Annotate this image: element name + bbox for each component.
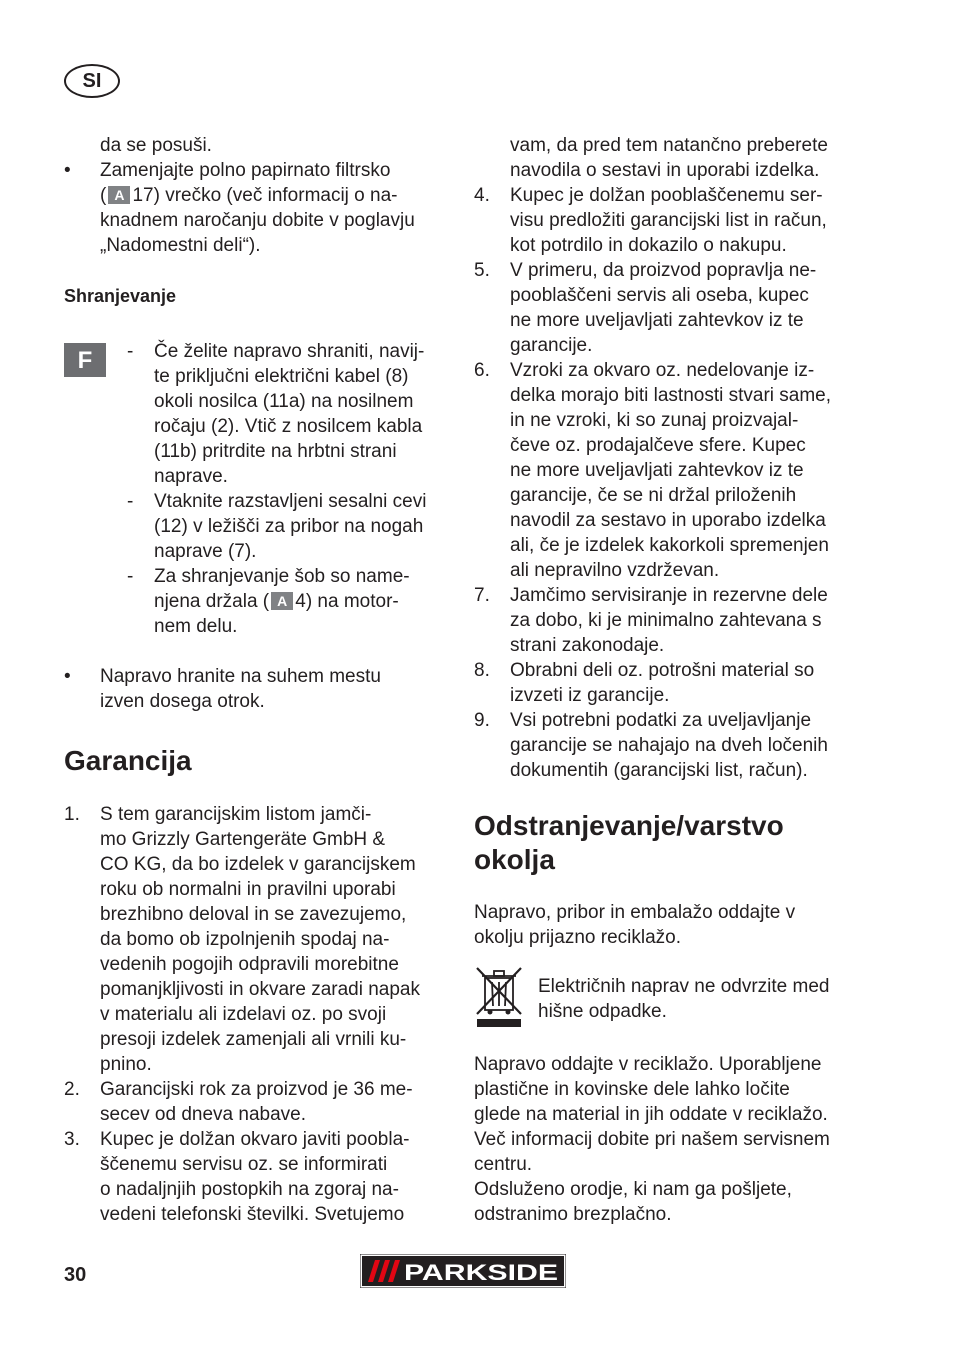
dash-marker: - (127, 566, 134, 587)
figure-ref-tag: A (108, 186, 130, 204)
weee-text: Električnih naprav ne odvrzite med hišne odpadke. (538, 976, 830, 1022)
disposal-paragraph-1: Napravo, pribor in embalažo oddajte v okolju prijazno reciklažo. (474, 902, 796, 948)
warranty-item (64, 1127, 454, 1227)
text-line: glede na material in jih oddate v reciklažo. (474, 1104, 828, 1125)
text-line: za dobo, ki je minimalno zahtevana s (510, 610, 822, 631)
text-line: garancije se nahajajo na dveh ločenih (510, 735, 828, 756)
text-line: pooblaščeni servis ali oseba, kupec (510, 285, 809, 306)
text-line: te priključni električni kabel (8) (154, 366, 409, 387)
text-line-with-tag: njena držala ( A 4) na motor- (154, 591, 399, 612)
text-line: da bomo ob izpolnjenih spodaj na- (100, 929, 390, 950)
text-line: Za shranjevanje šob so name- (154, 566, 410, 587)
item-number: 9. (474, 710, 490, 731)
item-number: 6. (474, 360, 490, 381)
text-line: Napravo hranite na suhem mestu (100, 666, 381, 687)
text-line: vedeni telefonski številki. Svetujemo (100, 1204, 405, 1225)
bullet-marker: • (64, 160, 71, 181)
text-line: delka morajo biti lastnosti stvari same, (510, 385, 832, 406)
item-number: 3. (64, 1129, 80, 1150)
warranty-item-3-continuation (474, 133, 874, 183)
text-line: Garancijski rok za proizvod je 36 me- (100, 1079, 413, 1100)
text-line: okoli nosilca (11a) na nosilnem (154, 391, 414, 412)
item-number: 4. (474, 185, 490, 206)
text-line-with-tag: ( A 17) vrečko (več informacij o na- (100, 185, 398, 206)
dash-item (64, 339, 454, 489)
text-line: roku ob normalni in pravilni uporabi (100, 879, 396, 900)
text-line: ali, če je izdelek kakorkoli spremenjen (510, 535, 829, 556)
figure-ref-tag: A (271, 592, 293, 610)
warranty-list-right (474, 183, 874, 783)
language-code: SI (82, 69, 102, 92)
brand-text: PARKSIDE (404, 1260, 558, 1285)
text-line: Kupec je dolžan okvaro javiti poobla- (100, 1129, 410, 1150)
bullet-marker: • (64, 666, 71, 687)
warranty-list-left (64, 802, 454, 1227)
text-line: izvzeti iz garancije. (510, 685, 670, 706)
text-line: vedenih pogojih odpravili morebitne (100, 954, 399, 975)
text-line: naprave (7). (154, 541, 257, 562)
text-line: CO KG, da bo izdelek v garancijskem (100, 854, 416, 875)
text-line: ročaju (2). Vtič z nosilcem kabla (154, 416, 423, 437)
text-line: o nadaljnjih postopkih na zgoraj na- (100, 1179, 399, 1200)
left-column (64, 133, 454, 1227)
dash-marker: - (127, 491, 134, 512)
item-number: 1. (64, 804, 80, 825)
disposal-heading: Odstranjevanje/varstvo okolja (474, 810, 784, 875)
text-line: (11b) pritrdite na hrbtni strani (154, 441, 397, 462)
item-number: 2. (64, 1079, 80, 1100)
parkside-logo (360, 1254, 566, 1288)
text-line: plastične in kovinske dele lahko ločite (474, 1079, 790, 1100)
text-line: Zamenjajte polno papirnato filtrsko (100, 160, 391, 181)
text-line: Vsi potrebni podatki za uveljavljanje (510, 710, 812, 731)
text-line: pomanjkljivosti in okvare zaradi napak (100, 979, 420, 1000)
disposal-paragraph-2 (474, 1052, 874, 1227)
language-badge (64, 64, 120, 98)
text-line: pnino. (100, 1054, 152, 1075)
dash-item (64, 564, 454, 639)
text-line: Napravo oddajte v reciklažo. Uporabljene (474, 1054, 822, 1075)
text-line: Vtaknite razstavljeni sesalni cevi (154, 491, 427, 512)
text-line: ščenemu servisu oz. se informirati (100, 1154, 388, 1175)
text-line: Kupec je dolžan pooblaščenemu ser- (510, 185, 823, 206)
text-line: centru. (474, 1154, 533, 1175)
warranty-heading: Garancija (64, 745, 192, 776)
text-line: navodila o sestavi in uporabi izdelka. (510, 160, 820, 181)
storage-heading: Shranjevanje (64, 286, 177, 306)
warranty-item (474, 658, 874, 708)
text-line: „Nadomestni deli“). (100, 235, 261, 256)
item-number: 7. (474, 585, 490, 606)
text-line: in ne vzroki, ki so zunaj proizvajal- (510, 410, 799, 431)
text-line: napravе. (154, 466, 228, 487)
dash-marker: - (127, 341, 134, 362)
text-line: strani zakonodaje. (510, 635, 665, 656)
text-line: secev od dneva nabave. (100, 1104, 306, 1125)
text-line: dokumentih (garancijski list, račun). (510, 760, 808, 781)
warranty-item (474, 183, 874, 258)
text-line: visu predložiti garancijski list in račun, (510, 210, 827, 231)
storage-dash-list (64, 339, 454, 564)
text-line: knadnem naročanju dobite v poglavju (100, 210, 415, 231)
text-line: brezhibno deloval in se zavezujemo, (100, 904, 407, 925)
text-line: čeve oz. prodajalčeve sfere. Kupec (510, 435, 806, 456)
text-line: ne more uveljavljati zahtevkov iz te (510, 460, 804, 481)
weee-notice (474, 962, 874, 1026)
figure-f-label: F (64, 343, 106, 377)
text-line: Če želite napravo shraniti, navij- (154, 341, 425, 362)
text-line: V primeru, da proizvod popravlja ne- (510, 260, 817, 281)
text-line: garancije. (510, 335, 593, 356)
text-line: garancije, če se ni držal priloženih (510, 485, 797, 506)
bullet-item-replace-filter (64, 158, 454, 258)
page-number: 30 (64, 1264, 87, 1286)
crossed-bin-icon (474, 964, 524, 1028)
warranty-item (474, 358, 874, 583)
warranty-item (64, 802, 454, 1077)
intro-continuation: da se posuši. (100, 135, 212, 156)
text-line: (12) v ležišči za pribor na nogah (154, 516, 424, 537)
text-line: Jamčimo servisiranje in rezervne dele (510, 585, 828, 606)
text-line: nem delu. (154, 616, 238, 637)
text-line: Obrabni deli oz. potrošni material so (510, 660, 815, 681)
bullet-item-store-dry (64, 664, 454, 714)
text-line: v materialu ali izdelavi oz. po svoji (100, 1004, 387, 1025)
text-line: ali nepravilno vzdrževan. (510, 560, 720, 581)
text-line: S tem garancijskim listom jamči- (100, 804, 372, 825)
text-line: kot potrdilo in dokazilo o nakupu. (510, 235, 787, 256)
warranty-item (474, 258, 874, 358)
text-line: ne more uveljavljati zahtevkov iz te (510, 310, 804, 331)
item-number: 5. (474, 260, 490, 281)
text-line: Več informacij dobite pri našem servisnem (474, 1129, 830, 1150)
text-line: mo Grizzly Gartengeräte GmbH & (100, 829, 386, 850)
text-line: navodil za sestavo in uporabo izdelka (510, 510, 826, 531)
right-column (474, 133, 874, 1227)
item-number: 8. (474, 660, 490, 681)
text-line: vam, da pred tem natančno preberete (510, 135, 828, 156)
dash-item (64, 489, 454, 564)
text-line: Odsluženo orodje, ki nam ga pošljete, (474, 1179, 792, 1200)
text-line: Vzroki za okvaro oz. nedelovanje iz- (510, 360, 815, 381)
text-line: izven dosega otrok. (100, 691, 265, 712)
warranty-item (474, 708, 874, 783)
warranty-item (474, 583, 874, 658)
warranty-item (64, 1077, 454, 1127)
storage-section (64, 339, 454, 639)
text-line: presoji izdelek zamenjali ali vrnili ku- (100, 1029, 407, 1050)
text-line: odstranimo brezplačno. (474, 1204, 672, 1225)
